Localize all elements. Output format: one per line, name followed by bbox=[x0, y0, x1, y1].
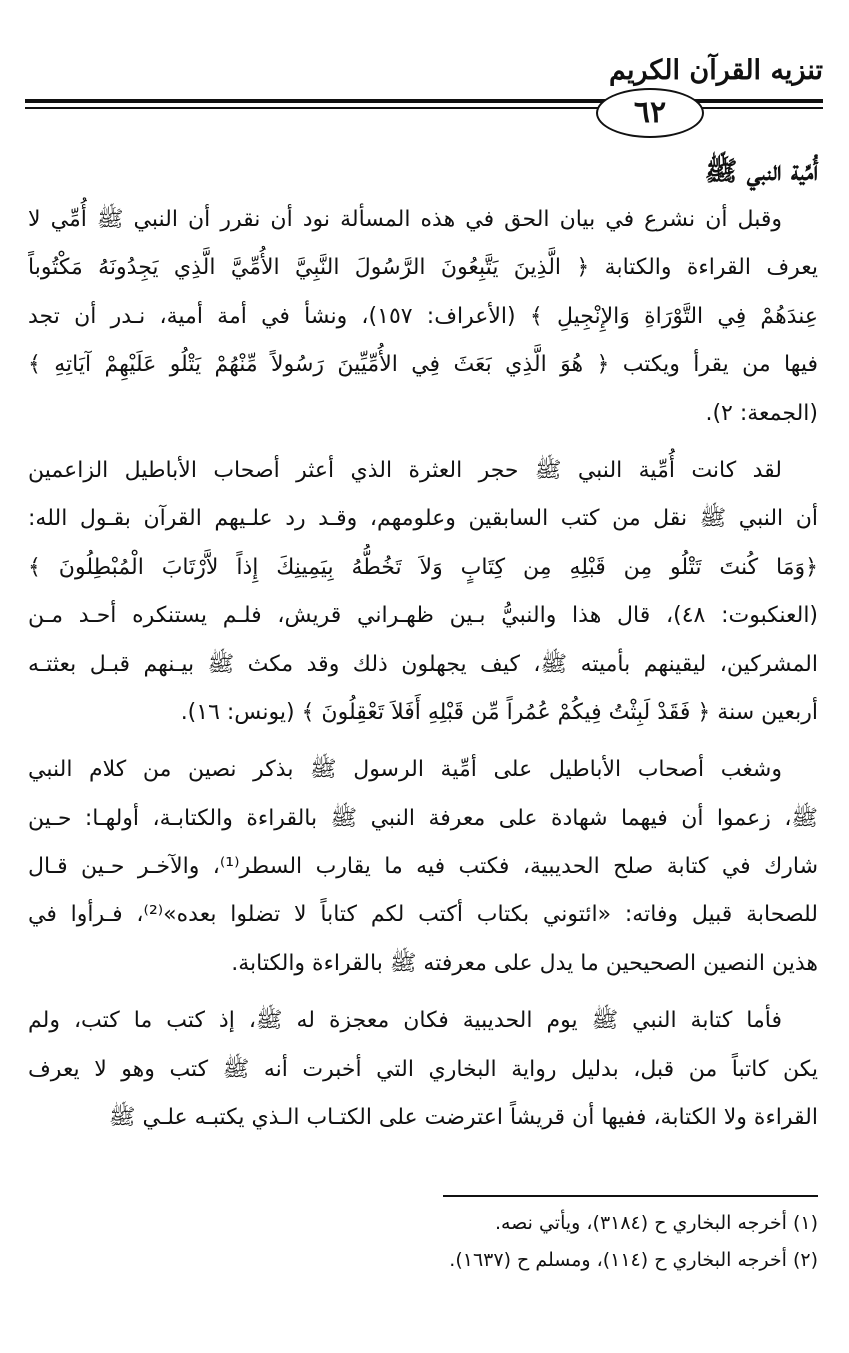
text-line: شارك في كتابة صلح الحديبية، فكتب فيه ما يقارب السطر⁽¹⁾، والآخـر حـين قـال bbox=[28, 854, 818, 880]
text-line: للصحابة قبيل وفاته: «ائتوني بكتاب أكتب لكم كتاباً لا تضلوا بعده»⁽²⁾، فـرأوا في bbox=[28, 902, 818, 928]
section-title: أُمِّية النبي ﷺ bbox=[704, 156, 818, 187]
text-line: لقد كانت أُمِّية النبي ﷺ حجر العثرة الذي أعثر أصحاب الأباطيل الزاعمين bbox=[28, 457, 782, 483]
paragraph-4 bbox=[28, 997, 818, 1142]
text-line: يعرف القراءة والكتابة ﴿ الَّذِينَ يَتَّبِعُونَ الرَّسُولَ النَّبِيَّ الأُمِّيَّ الَّذِي يَجِدُونَهُ مَكْتُوباً bbox=[28, 255, 818, 281]
text-line: ﴿وَمَا كُنتَ تَتْلُو مِن قَبْلِهِ مِن كِتَابٍ وَلاَ تَخُطُّهُ بِيَمِينِكَ إِذاً لاَّرْتَابَ الْمُبْطِلُونَ ﴾ bbox=[28, 554, 818, 580]
text-line: فأما كتابة النبي ﷺ يوم الحديبية فكان معجزة له ﷺ، إذ كتب ما كتب، ولم bbox=[28, 1008, 782, 1034]
page-number: ٦٢ bbox=[596, 88, 704, 138]
paragraph-1 bbox=[28, 196, 818, 438]
text-line: هذين النصين الصحيحين ما يدل على معرفته ﷺ بالقراءة والكتابة. bbox=[231, 950, 818, 976]
text-line: وشغب أصحاب الأباطيل على أمِّية الرسول ﷺ بذكر نصين من كلام النبي bbox=[28, 757, 782, 783]
header-rule-thick bbox=[25, 99, 823, 103]
footnote-1: (١) أخرجه البخاري ح (٣١٨٤)، ويأتي نصه. bbox=[494, 1212, 818, 1234]
text-line: فيها من يقرأ ويكتب ﴿ هُوَ الَّذِي بَعَثَ فِي الأُمِّيِّينَ رَسُولاً مِّنْهُمْ يَتْلُو عَلَيْهِمْ آيَاتِهِ ﴾ bbox=[28, 352, 818, 378]
text-line: عِندَهُمْ فِي التَّوْرَاةِ وَالإِنْجِيلِ ﴾ (الأعراف: ١٥٧)، ونشأ في أمة أمية، نـدر أن تجد bbox=[28, 303, 818, 329]
page-body bbox=[28, 148, 818, 1151]
footnote-rule bbox=[443, 1195, 818, 1197]
paragraph-2 bbox=[28, 447, 818, 737]
text-line: أربعين سنة ﴿ فَقَدْ لَبِثْتُ فِيكُمْ عُمُراً مِّن قَبْلِهِ أَفَلاَ تَعْقِلُونَ ﴾ (يونس: ١٦). bbox=[180, 699, 818, 725]
text-line: (الجمعة: ٢). bbox=[705, 400, 818, 426]
text-line: ﷺ، زعموا أن فيهما شهادة على معرفة النبي ﷺ بالقراءة والكتابـة، أولهـا: حـين bbox=[28, 805, 818, 831]
footnote-2: (٢) أخرجه البخاري ح (١١٤)، ومسلم ح (١٦٣٧). bbox=[449, 1249, 818, 1271]
text-line: أن النبي ﷺ نقل من كتب السابقين وعلومهم، وقـد رد علـيهم القرآن بقـول الله: bbox=[28, 506, 818, 532]
running-header bbox=[25, 55, 823, 95]
book-title: تنزيه القرآن الكريم bbox=[609, 55, 823, 86]
text-line: المشركين، ليقينهم بأميته ﷺ، كيف يجهلون ذلك وقد مكث ﷺ بيـنهم قبـل بعثتـه bbox=[28, 651, 818, 677]
paragraph-3 bbox=[28, 746, 818, 988]
text-line: يكن كاتباً من قبل، بدليل رواية البخاري التي أخبرت أنه ﷺ كتب وهو لا يعرف bbox=[28, 1056, 818, 1082]
text-line: وقبل أن نشرع في بيان الحق في هذه المسألة نود أن نقرر أن النبي ﷺ أُمِّي لا bbox=[28, 207, 782, 232]
text-line: القراءة ولا الكتابة، ففيها أن قريشاً اعترضت على الكتـاب الـذي يكتبـه علـي ﷺ bbox=[108, 1105, 818, 1131]
text-line: (العنكبوت: ٤٨)، قال هذا والنبيُّ بـين ظهـراني قريش، فلـم يستنكره أحـد مـن bbox=[28, 603, 818, 629]
